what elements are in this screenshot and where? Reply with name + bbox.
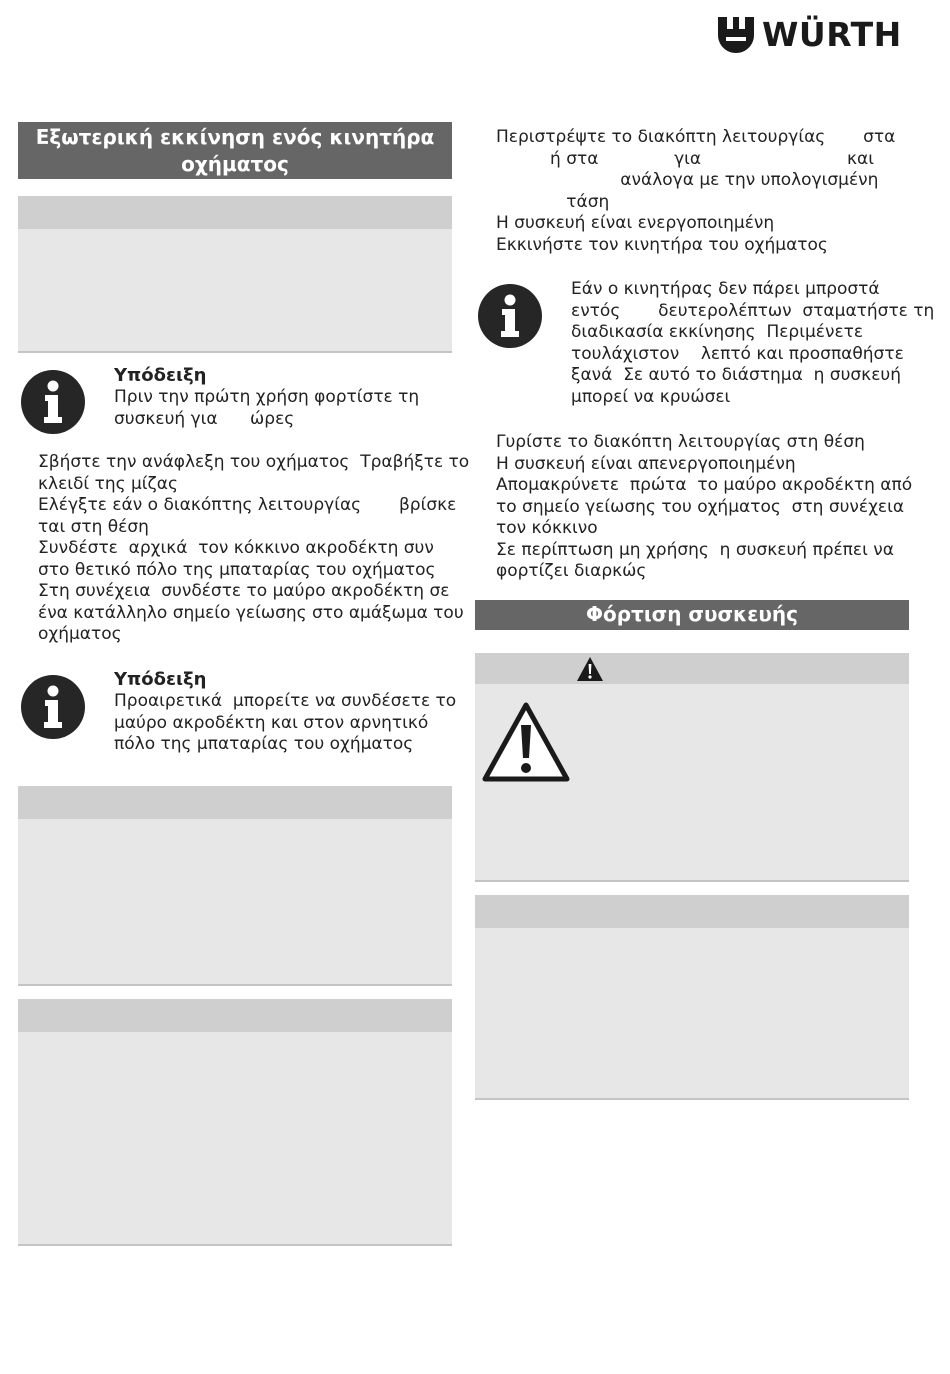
brand-logo-icon <box>716 15 756 55</box>
warning-panel-header <box>475 653 909 684</box>
info-icon <box>20 369 86 435</box>
grey-panel-3 <box>18 999 452 1246</box>
brand-logo-text: WÜRTH <box>762 15 902 54</box>
section-title-charging: Φόρτιση συσκευής <box>475 600 909 630</box>
hint-title-1: Υπόδειξη <box>114 365 207 386</box>
grey-panel-3-header <box>18 999 452 1032</box>
grey-panel-1-header <box>18 196 452 229</box>
steps-left: Σβήστε την ανάφλεξη του οχήματος Τραβήξτε το κλειδί της μίζας Ελέγξτε εάν ο διακόπτης λειτουργίας βρίσκε ται στη θέση Συνδέστε αρχικά τον κόκκινο ακροδέκτη συν στο θετικό πόλο της μπαταρίας του οχήματος Στη συνέχεια συνδέστε το μαύρο ακροδέκτη σε ένα κατάλληλο σημείο γείωσης στο αμάξωμα του οχήματος <box>38 452 470 644</box>
warning-icon <box>481 701 571 783</box>
hint-text-3: Εάν ο κινητήρας δεν πάρει μπροστά εντός δευτερολέπτων σταματήστε τη διαδικασία εκκίνησης Περιμένετε τουλάχιστον λεπτό και προσπαθήστε ξανά Σε αυτό το διάστημα η συσκευή μπορεί να κρυώσει <box>571 279 935 407</box>
info-icon <box>477 283 543 349</box>
grey-panel-1 <box>18 196 452 353</box>
grey-panel-4 <box>475 895 909 1100</box>
grey-panel-2-header <box>18 786 452 819</box>
grey-panel-2 <box>18 786 452 986</box>
brand-logo <box>716 14 912 56</box>
warning-small-icon <box>576 656 604 682</box>
grey-panel-4-header <box>475 895 909 928</box>
hint-title-2: Υπόδειξη <box>114 669 207 690</box>
section-title-external-start: Εξωτερική εκκίνηση ενός κινητήρα οχήματος <box>18 122 452 179</box>
hint-text-1: Πριν την πρώτη χρήση φορτίστε τη συσκευή για ώρες <box>114 387 420 429</box>
info-icon <box>20 674 86 740</box>
steps-right-top: Περιστρέψτε το διακόπτη λειτουργίας στα ή στα για και ανάλογα με την υπολογισμένη τάση Η συσκευή είναι ενεργοποιημένη Εκκινήστε τον κινητήρα του οχήματος <box>496 127 896 255</box>
warning-panel <box>475 653 909 882</box>
steps-right-bottom: Γυρίστε το διακόπτη λειτουργίας στη θέση Η συσκευή είναι απενεργοποιημένη Απομακρύνετε πρώτα το μαύρο ακροδέκτη από το σημείο γείωσης του οχήματος στη συνέχεια τον κόκκινο Σε περίπτωση μη χρήσης η συσκευή πρέπει να φορτίζει διαρκώς <box>496 432 913 581</box>
hint-text-2: Προαιρετικά μπορείτε να συνδέσετε το μαύρο ακροδέκτη και στον αρνητικό πόλο της μπαταρίας του οχήματος <box>114 691 457 754</box>
